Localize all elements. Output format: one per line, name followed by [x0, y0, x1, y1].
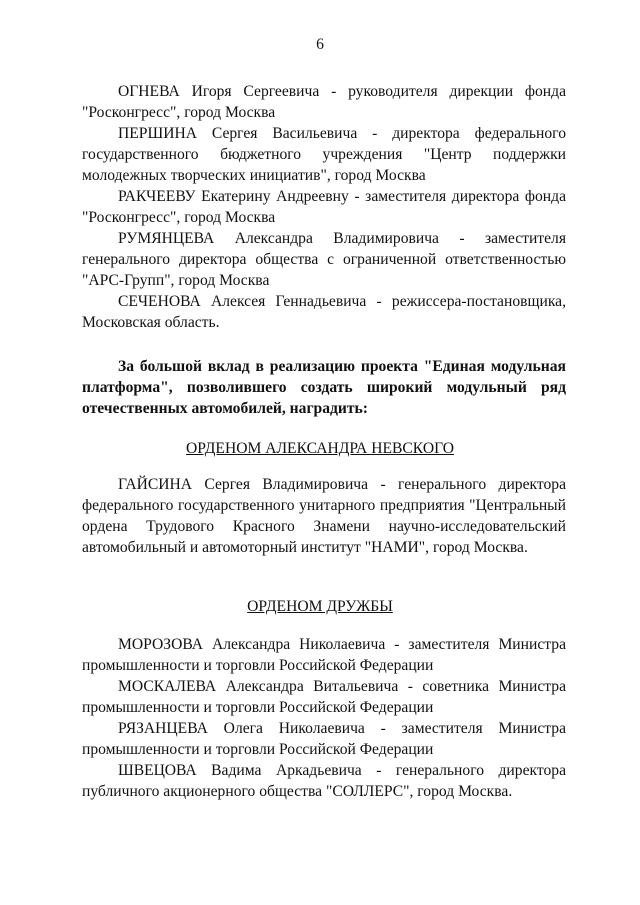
- order-heading-friendship: ОРДЕНОМ ДРУЖБЫ: [247, 598, 393, 615]
- recipient-paragraph: МОСКАЛЕВА Александра Витальевича - советника Министра промышленности и торговли Российской Федерации: [82, 678, 566, 716]
- recipients-list-1: [82, 81, 566, 333]
- award-intro-block: [82, 356, 566, 419]
- recipients-list-friendship: [82, 634, 566, 802]
- recipient-paragraph: СЕЧЕНОВА Алексея Геннадьевича - режиссера-постановщика, Московская область.: [82, 293, 566, 331]
- order-heading-nevsky: ОРДЕНОМ АЛЕКСАНДРА НЕВСКОГО: [186, 440, 454, 457]
- recipient-paragraph: ГАЙСИНА Сергея Владимировича - генерального директора федерального государственного унитарного предприятия "Центральный ордена Трудового Красного Знамени научно-исследовательский автомобильный и автомоторный институт "НАМИ", город Москва.: [82, 476, 566, 556]
- recipient-paragraph: МОРОЗОВА Александра Николаевича - заместителя Министра промышленности и торговли Российской Федерации: [82, 636, 566, 674]
- recipient-paragraph: ОГНЕВА Игоря Сергеевича - руководителя дирекции фонда "Росконгресс", город Москва: [82, 83, 566, 121]
- recipients-list-nevsky: [82, 474, 566, 558]
- recipient-paragraph: ПЕРШИНА Сергея Васильевича - директора федерального государственного бюджетного учреждения "Центр поддержки молодежных творческих инициатив", город Москва: [82, 125, 566, 184]
- recipient-paragraph: РУМЯНЦЕВА Александра Владимировича - заместителя генерального директора общества с ограниченной ответственностью "АРС-Групп", город Москва: [82, 230, 566, 289]
- award-intro: За большой вклад в реализацию проекта "Единая модульная платформа", позволившего создать широкий модульный ряд отечественных автомобилей, наградить:: [82, 358, 566, 417]
- recipient-paragraph: РАКЧЕЕВУ Екатерину Андреевну - заместителя директора фонда "Росконгресс", город Москва: [82, 188, 566, 226]
- recipient-paragraph: РЯЗАНЦЕВА Олега Николаевича - заместителя Министра промышленности и торговли Российской Федерации: [82, 720, 566, 758]
- recipient-paragraph: ШВЕЦОВА Вадима Аркадьевича - генерального директора публичного акционерного общества "СОЛЛЕРС", город Москва.: [82, 762, 566, 800]
- page-number: 6: [316, 36, 324, 53]
